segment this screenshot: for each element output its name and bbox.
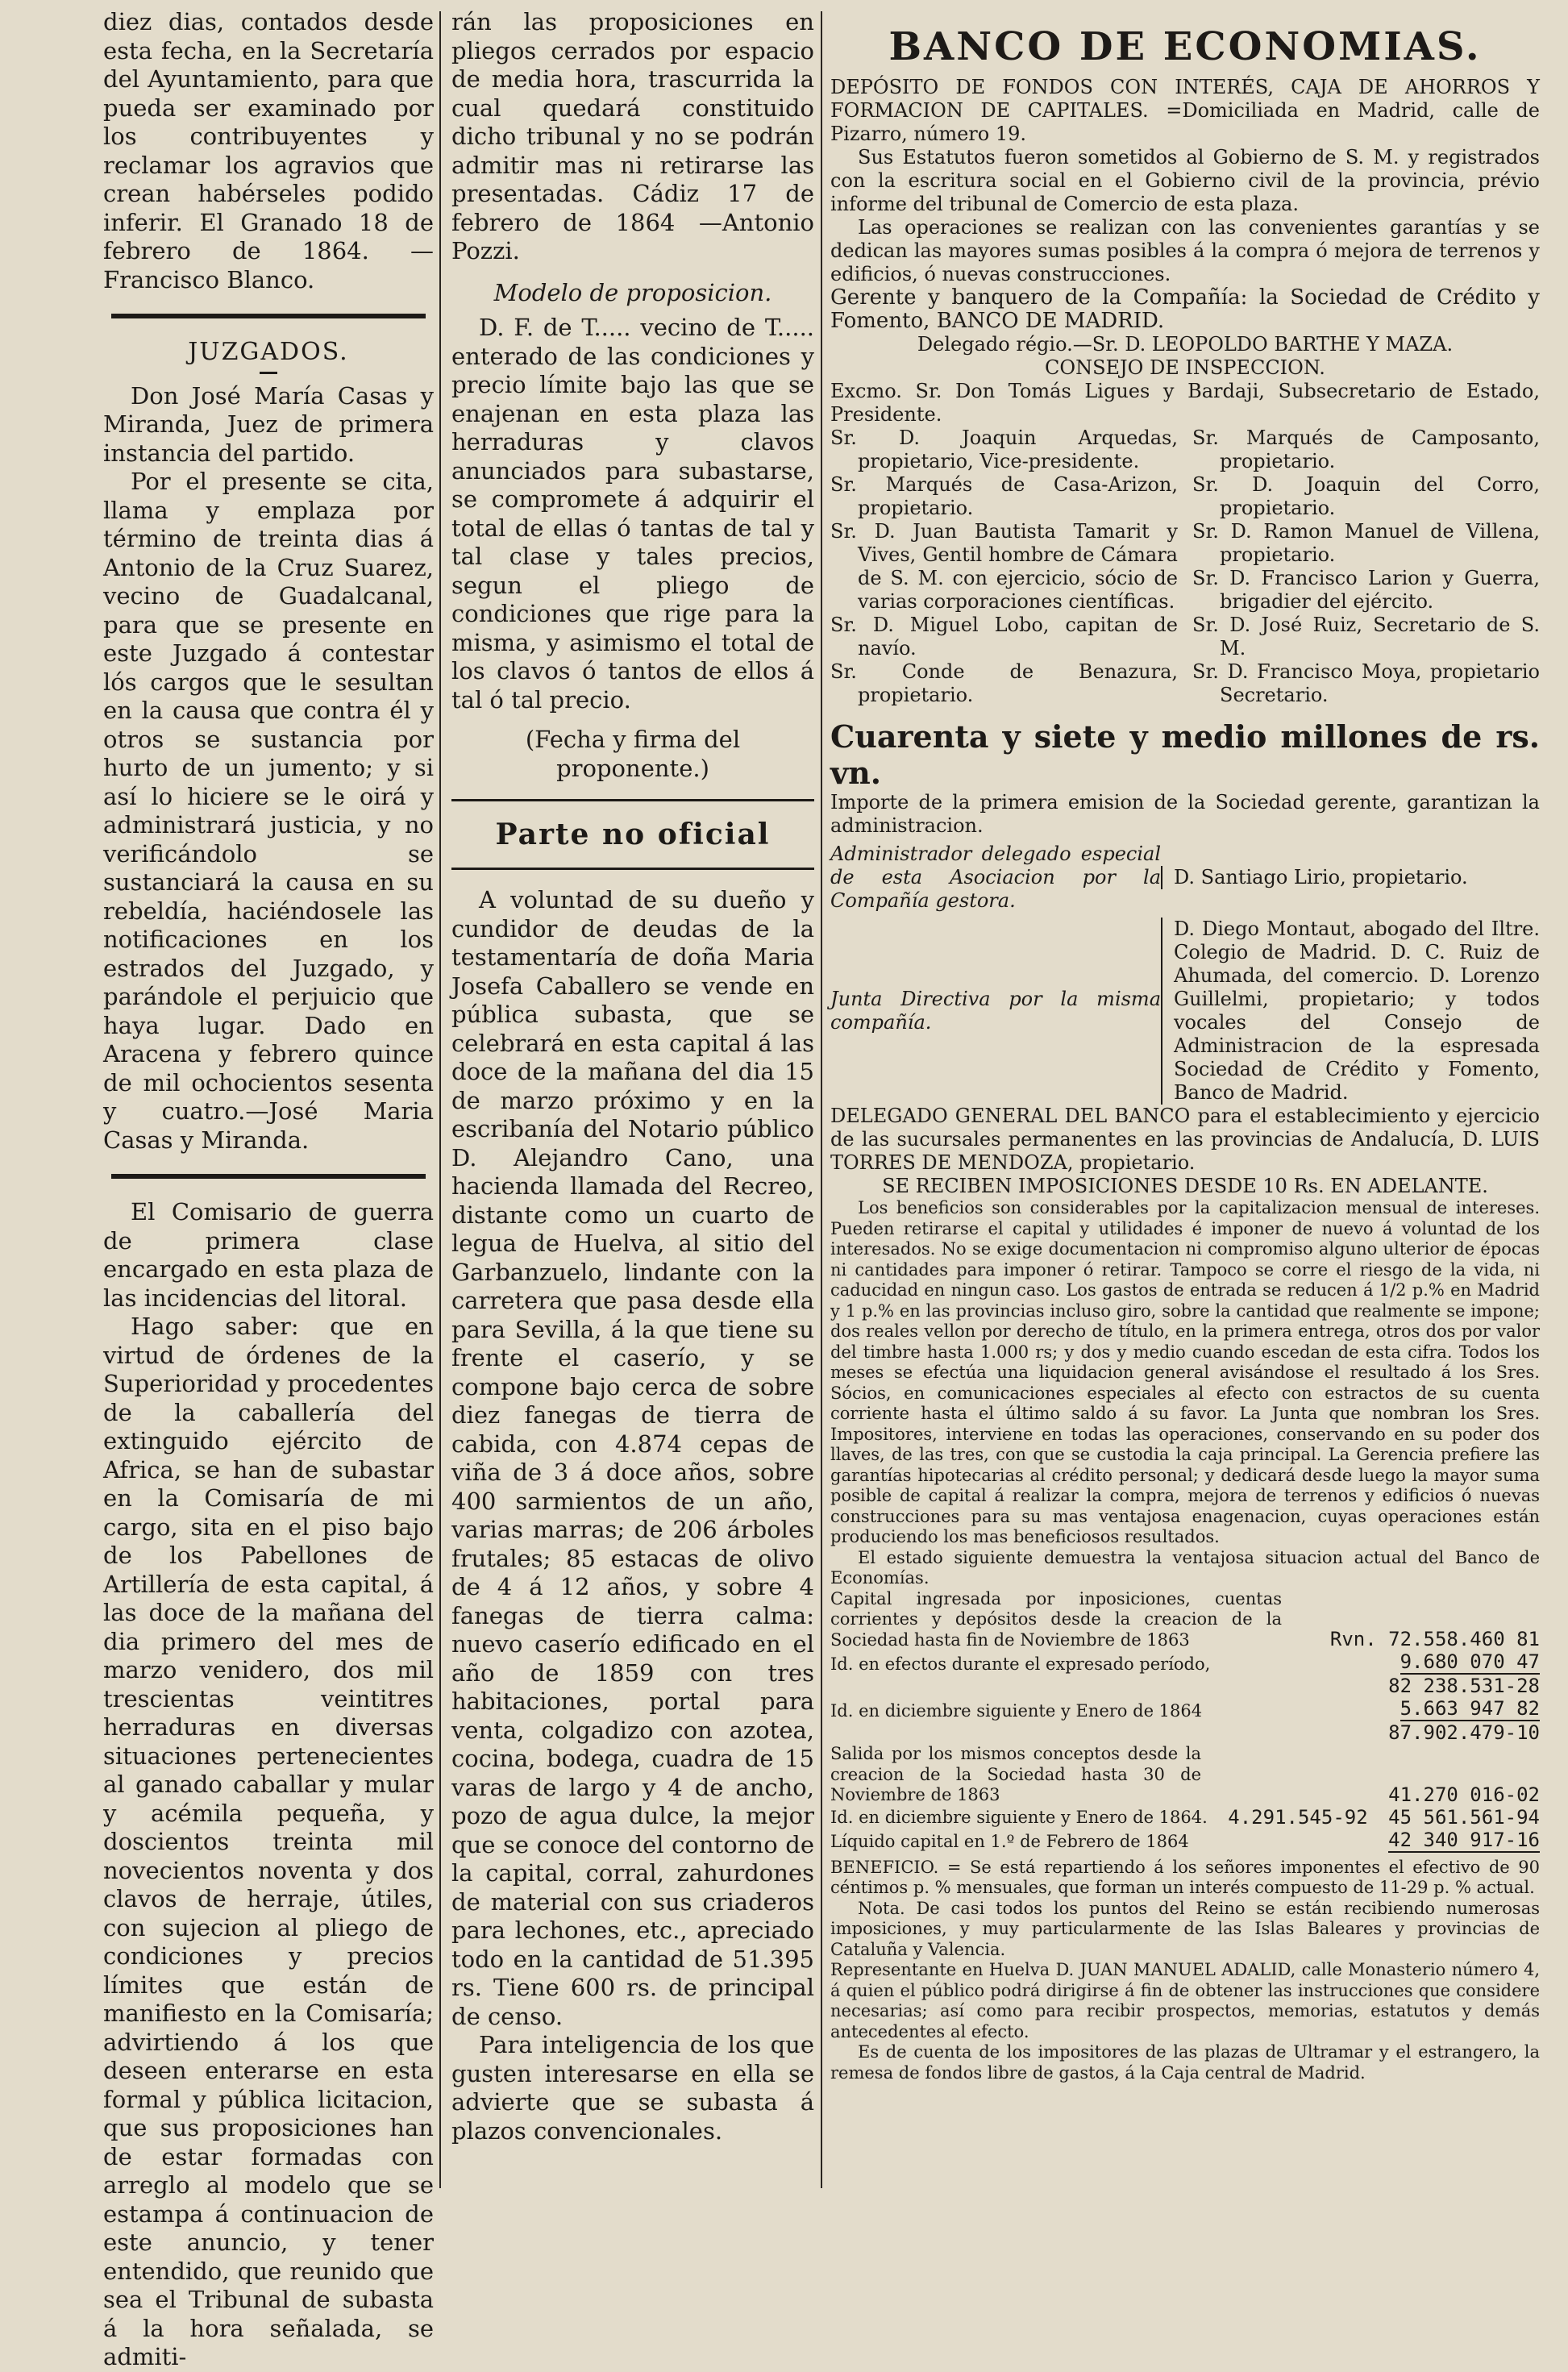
efectos-label: Id. en efectos durante el expresado período, [830,1654,1211,1674]
column-divider [821,11,822,2188]
consejo-member: Sr. D. Francisco Moya, propietario Secretario. [1192,660,1540,706]
consejo-member: Sr. D. Miguel Lobo, capitan de navío. [830,614,1178,660]
junta-block [830,918,1540,1105]
section-rule [451,799,814,801]
salida-total-value: 45 561.561-94 [1388,1805,1540,1829]
notice-continuation: rán las proposiciones en pliegos cerrados por espacio de media hora, trascurrida la cual quedará constituido dicho tribunal y no se podrán admitir mas ni retirarse las presentadas. Cádiz 17 de febrero de 1864 —Antonio Pozzi. [451,8,814,264]
consejo-member: Sr. D. Ramon Manuel de Villena, propietario. [1192,520,1540,566]
consejo-right [1192,427,1540,707]
consejo-presidente: Excmo. Sr. Don Tomás Ligues y Bardaji, Subsecretario de Estado, Presidente. [830,380,1540,426]
nota-text: Nota. De casi todos los puntos del Reino se están recibiendo numerosas imposiciones, y muy particularmente de las Islas Baleares y provincias de Cataluña y Valencia. [830,1898,1540,1959]
cuenta-text: Es de cuenta de los impositores de las plazas de Ultramar y el estrangero, la remesa de fondos libre de gastos, á la Caja central de Madrid. [830,2042,1540,2083]
operaciones-text: Las operaciones se realizan con las convenientes garantías y se dedican las mayores sumas posibles á la compra ó mejora de terrenos y edificios, ó nuevas construcciones. [830,216,1540,285]
venta-body: A voluntad de su dueño y cundidor de deudas de la testamentaría de doña Maria Josefa Caballero se vende en pública subasta, que se celebrará en esta capital á las doce de la mañana del dia 15 de marzo próximo y en la escribanía del Notario público D. Alejandro Cano, una hacienda llamada del Recreo, distante como un cuarto de legua de Huelva, al sitio del Garbanzuelo, lindante con la carretera que pasa desde ella para Sevilla, á la que tiene su frente el caserío, y se compone bajo cerca de sobre diez fanegas de tierra de cabida, con 4.874 cepas de viña de 3 á doce años, sobre 400 sarmientos de un año, varias marras; de 206 árboles frutales; 85 estacas de olivo de 4 á 12 años, y sobre 4 fanegas de tierra calma: nuevo caserío edificado en el año de 1859 con tres habitaciones, portal para venta, colgadizo con azotea, cocina, bodega, cuadra de 15 varas de largo y 4 de ancho, pozo de agua dulce, la mejor que se conoce del contorno de la capital, corral, zahurdones de material con sus criaderos para lechones, etc., apreciado todo en la cantidad de 51.395 rs. Tiene 600 rs. de principal de censo. [451,886,814,2030]
capital-label: Capital ingresada por inposiciones, cuentas corrientes y depósitos desde la creacion de la Sociedad hasta fin de Noviembre de 1863 [830,1588,1282,1650]
consejo-members [830,427,1540,707]
consejo-member: Sr. Conde de Benazura, propietario. [830,660,1178,706]
junta-label: Junta Directiva por la misma compañía. [830,988,1161,1034]
column-2 [451,0,814,2145]
salida-diciembre-label: Id. en diciembre siguiente y Enero de 1864. [830,1808,1208,1827]
liquido-value: 42 340 917-16 [1388,1828,1540,1851]
juzgados-intro: Don José María Casas y Miranda, Juez de primera instancia del partido. [103,381,434,467]
junta-members: D. Diego Montaut, abogado del Iltre. Colegio de Madrid. D. C. Ruiz de Ahumada, del comercio. D. Lorenzo Guillelmi, propietario; y todos vocales del Consejo de Administracion de la espresada Sociedad de Crédito y Fomento, Banco de Madrid. [1161,918,1540,1105]
consejo-member: Sr. D. Joaquin del Corro, propietario. [1192,473,1540,519]
juzgados-heading: JUZGADOS. [188,338,349,366]
imposiciones-heading: SE RECIBEN IMPOSICIONES DESDE 10 Rs. EN ADELANTE. [882,1175,1488,1197]
column-divider [439,11,441,2188]
importe-text: Importe de la primera emision de la Sociedad gerente, garantizan la administracion. [830,791,1540,837]
consejo-member: Sr. Marqués de Casa-Arizon, propietario. [830,473,1178,519]
consejo-member: Sr. D. Joaquin Arquedas, propietario, Vice-presidente. [830,427,1178,472]
consejo-heading: CONSEJO DE INSPECCION. [1045,356,1325,379]
ledger-row [830,1675,1540,1697]
consejo-left [830,427,1178,707]
heading-dash [260,372,277,374]
representante-text: Representante en Huelva D. JUAN MANUEL ADALID, calle Monasterio número 4, á quien el público podrá dirigirse á fin de obtener las instrucciones que considere necesarias; así como para recibir prospectos, memorias, estatutos y demás antecedentes al efecto. [830,1960,1540,2041]
modelo-body: D. F. de T..... vecino de T..... enterado de las condiciones y precio límite bajo las que se enajenan en esta plaza las herraduras y clavos anunciados para subastarse, se compromete á adquirir el total de ellas ó tantas de tal y tal clase y tales precios, segun el pliego de condiciones que rige para la misma, y asimismo el total de los clavos ó tantos de ellos á tal ó tal precio. [451,314,814,714]
modelo-heading: Modelo de proposicion. [493,278,772,306]
diciembre-value: 5.663 947 82 [1400,1697,1540,1720]
beneficios-text: Los beneficios son considerables por la capitalizacion mensual de intereses. Pueden retirarse el capital y utilidades é imponer de nuevo á voluntad de los interesados. No se exige documentacion ni compromiso alguno ulterior de épocas ni cantidades para imponer ó retirar. Tampoco se corre el riesgo de la vida, ni caducidad en ningun caso. Los gastos de entrada se reducen á 1/2 p.% en Madrid y 1 p.% en las provincias incluso giro, sobre la cantidad que realmente se impone; dos reales vellon por derecho de título, en la primera entrega, otros dos por valor del timbre hasta 1.000 rs; y dos y medio cuando escedan de esta cifra. Todos los meses se efectúa una liquidacion general avisándose el resultado á los Sres. Sócios, en comunicaciones especiales al efecto con estractos de su cuenta corriente hasta el último saldo á su favor. La Junta que nombran los Sres. Impositores, interviene en todas las operaciones, conservando en su poder dos llaves, de las tres, con que se custodia la caja principal. La Gerencia prefiere las garantías hipotecarias al crédito personal; y dedicará desde luego la mayor suma posible de capital á realizar la compra, mejora de terrenos y edificios ó nuevas construcciones para su mas ventajosa enagenacion, cuyas operaciones están produciendo los mas beneficiosos resultados. [830,1198,1540,1546]
section-rule [111,314,426,318]
salida-value: 41.270 016-02 [1388,1783,1540,1806]
parte-heading: Parte no oficial [495,818,771,851]
estatutos-text: Sus Estatutos fueron sometidos al Gobierno de S. M. y registrados con la escritura social en el Gobierno civil de la provincia, prévio informe del tribunal de Comercio de esta plaza. [830,146,1540,215]
ledger-row [830,1589,1540,1651]
comisario-body: Hago saber: que en virtud de órdenes de la Superioridad y procedentes de la caballería del extinguido ejército de Africa, se han de subastar en la Comisaría de mi cargo, sita en el piso bajo de los Pabellones de Artillería de esta capital, á las doce de la mañana del dia primero del mes de marzo venidero, dos mil trescientas veintitres herraduras en diversas situaciones pertenecientes al ganado caballar y mular y acémila pequeña, y doscientos treinta mil novecientos noventa y dos clavos de herraje, útiles, con sujecion al pliego de condiciones y precios límites que están de manifiesto en la Comisaría; advirtiendo á los que deseen enterarse en esta formal y pública licitacion, que sus proposiciones han de estar formadas con arreglo al modelo que se estampa á continuacion de este anuncio, y tener entendido, que reunido que sea el Tribunal de subasta á la hora señalada, se admiti- [103,1313,434,2370]
juzgados-body: Por el presente se cita, llama y emplaza por término de treinta dias á Antonio de la Cruz Suarez, vecino de Guadalcanal, para que se presente en este Juzgado á contestar lós cargos que le sesultan en la causa que contra él y otros se sustancia por hurto de un jumento; y si así lo hiciere se le oirá y administrará justicia, y no verificándolo se sustanciará la causa en su rebeldía, haciéndosele las notificaciones en los estrados del Juzgado, y parándole el perjuicio que haya lugar. Dado en Aracena y febrero quince de mil ochocientos sesenta y cuatro.—José Maria Casas y Miranda. [103,468,434,1154]
section-rule [451,868,814,870]
salida-label: Salida por los mismos conceptos desde la creacion de la Sociedad hasta 30 de Noviembre de 1863 [830,1744,1201,1804]
consejo-member: Sr. D. Francisco Larion y Guerra, brigadier del ejército. [1192,567,1540,613]
consejo-member: Sr. Marqués de Camposanto, propietario. [1192,427,1540,472]
delegado-general: DELEGADO GENERAL DEL BANCO para el establecimiento y ejercicio de las sucursales permanentes en las provincias de Andalucía, D. LUIS TORRES DE MENDOZA, propietario. [830,1105,1540,1174]
ledger-row [830,1744,1540,1806]
comisario-intro: El Comisario de guerra de primera clase encargado en esta plaza de las incidencias del litoral. [103,1198,434,1312]
notice-tail: diez dias, contados desde esta fecha, en la Secretaría del Ayuntamiento, para que pueda ser examinado por los contribuyentes y reclamar los agravios que crean habérseles podido inferir. El Granado 18 de febrero de 1864. —Francisco Blanco. [103,8,434,293]
section-rule [111,1174,426,1179]
liquido-label: Líquido capital en 1.º de Febrero de 1864 [830,1832,1189,1851]
diciembre-label: Id. en diciembre siguiente y Enero de 1864 [830,1700,1203,1721]
deposito-text: DEPÓSITO DE FONDOS CON INTERÉS, CAJA DE AHORROS Y FORMACION DE CAPITALES. =Domiciliada en Madrid, calle de Pizarro, número 19. [830,76,1540,145]
venta-tail: Para inteligencia de los que gusten interesarse en ella se advierte que se subasta á plazos convencionales. [451,2031,814,2145]
ledger-row [830,1650,1540,1675]
administrador-block [830,843,1540,913]
estado-text: El estado siguiente demuestra la ventajosa situacion actual del Banco de Economías. [830,1547,1540,1588]
consejo-member: Sr. D. José Ruiz, Secretario de S. M. [1192,614,1540,660]
ledger-row [830,1829,1540,1853]
ledger-row [830,1721,1540,1744]
delegado-regio: Delegado régio.—Sr. D. LEOPOLDO BARTHE Y MAZA. [917,333,1454,356]
modelo-signature: (Fecha y firma del proponente.) [525,726,741,782]
administrador-label: Administrador delegado especial de esta Asociacion por la Compañía gestora. [830,843,1161,912]
ledger-row [830,1806,1540,1829]
salida-diciembre-value: 4.291.545-92 [1228,1805,1368,1829]
efectos-value: 9.680 070 47 [1400,1650,1540,1673]
beneficio-text: BENEFICIO. = Se está repartiendo á los señores imponentes el efectivo de 90 céntimos p. % mensuales, que forman un interés compuesto de 11-29 p. % actual. [830,1857,1540,1897]
total-value: 87.902.479-10 [1388,1721,1540,1744]
ledger-row [830,1697,1540,1721]
administrador-value: D. Santiago Lirio, propietario. [1161,866,1540,889]
capital-value: Rvn. 72.558.460 81 [1329,1628,1540,1650]
subtotal-value: 82 238.531-28 [1388,1675,1540,1697]
column-3 [830,0,1540,2083]
gerente-text: Gerente y banquero de la Compañía: la Sociedad de Crédito y Fomento, BANCO DE MADRID. [830,285,1540,333]
consejo-member: Sr. D. Juan Bautista Tamarit y Vives, Gentil hombre de Cámara de S. M. con ejercicio, sócio de varias corporaciones científicas. [830,520,1178,613]
banco-title: BANCO DE ECONOMIAS. [888,24,1482,69]
column-1 [103,0,434,2372]
capital-headline: Cuarenta y siete y medio millones de rs. vn. [830,718,1540,791]
